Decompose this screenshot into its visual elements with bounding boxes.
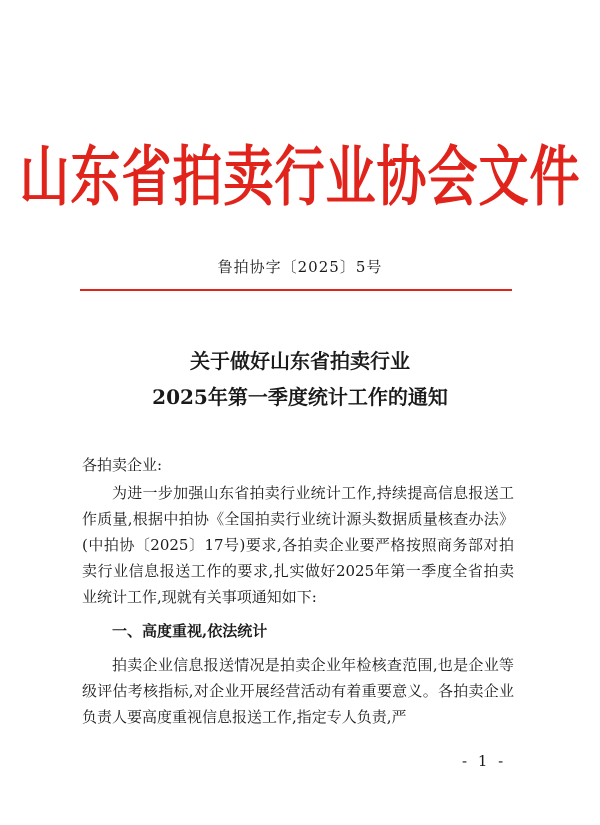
paragraph-section-1: 拍卖企业信息报送情况是拍卖企业年检核查范围,也是企业等级评估考核指标,对企业开展经营活动有着重要意义。各拍卖企业负责人要高度重视信息报送工作,指定专人负责,严 — [82, 656, 514, 726]
paragraph-intro: 为进一步加强山东省拍卖行业统计工作,持续提高信息报送工作质量,根据中拍协《全国拍卖行业统计源头数据质量核查办法》(中拍协〔2025〕17号)要求,各拍卖企业要严格按照商务部对拍卖行业信息报送工作的要求,扎实做好2025年第一季度全省拍卖业统计工作,现就有关事项通知如下: — [82, 484, 514, 606]
notice-title-line1: 关于做好山东省拍卖行业 — [190, 349, 410, 373]
salutation: 各拍卖企业: — [82, 456, 163, 474]
red-divider — [80, 289, 512, 291]
section-heading-1: 一、高度重视,依法统计 — [112, 622, 268, 640]
notice-title-line2: 2025年第一季度统计工作的通知 — [152, 385, 448, 409]
page-number: - 1 - — [462, 752, 507, 770]
masthead-title: 山东省拍卖行业协会文件 — [19, 139, 581, 215]
document-number: 鲁拍协字〔2025〕5号 — [217, 258, 383, 276]
